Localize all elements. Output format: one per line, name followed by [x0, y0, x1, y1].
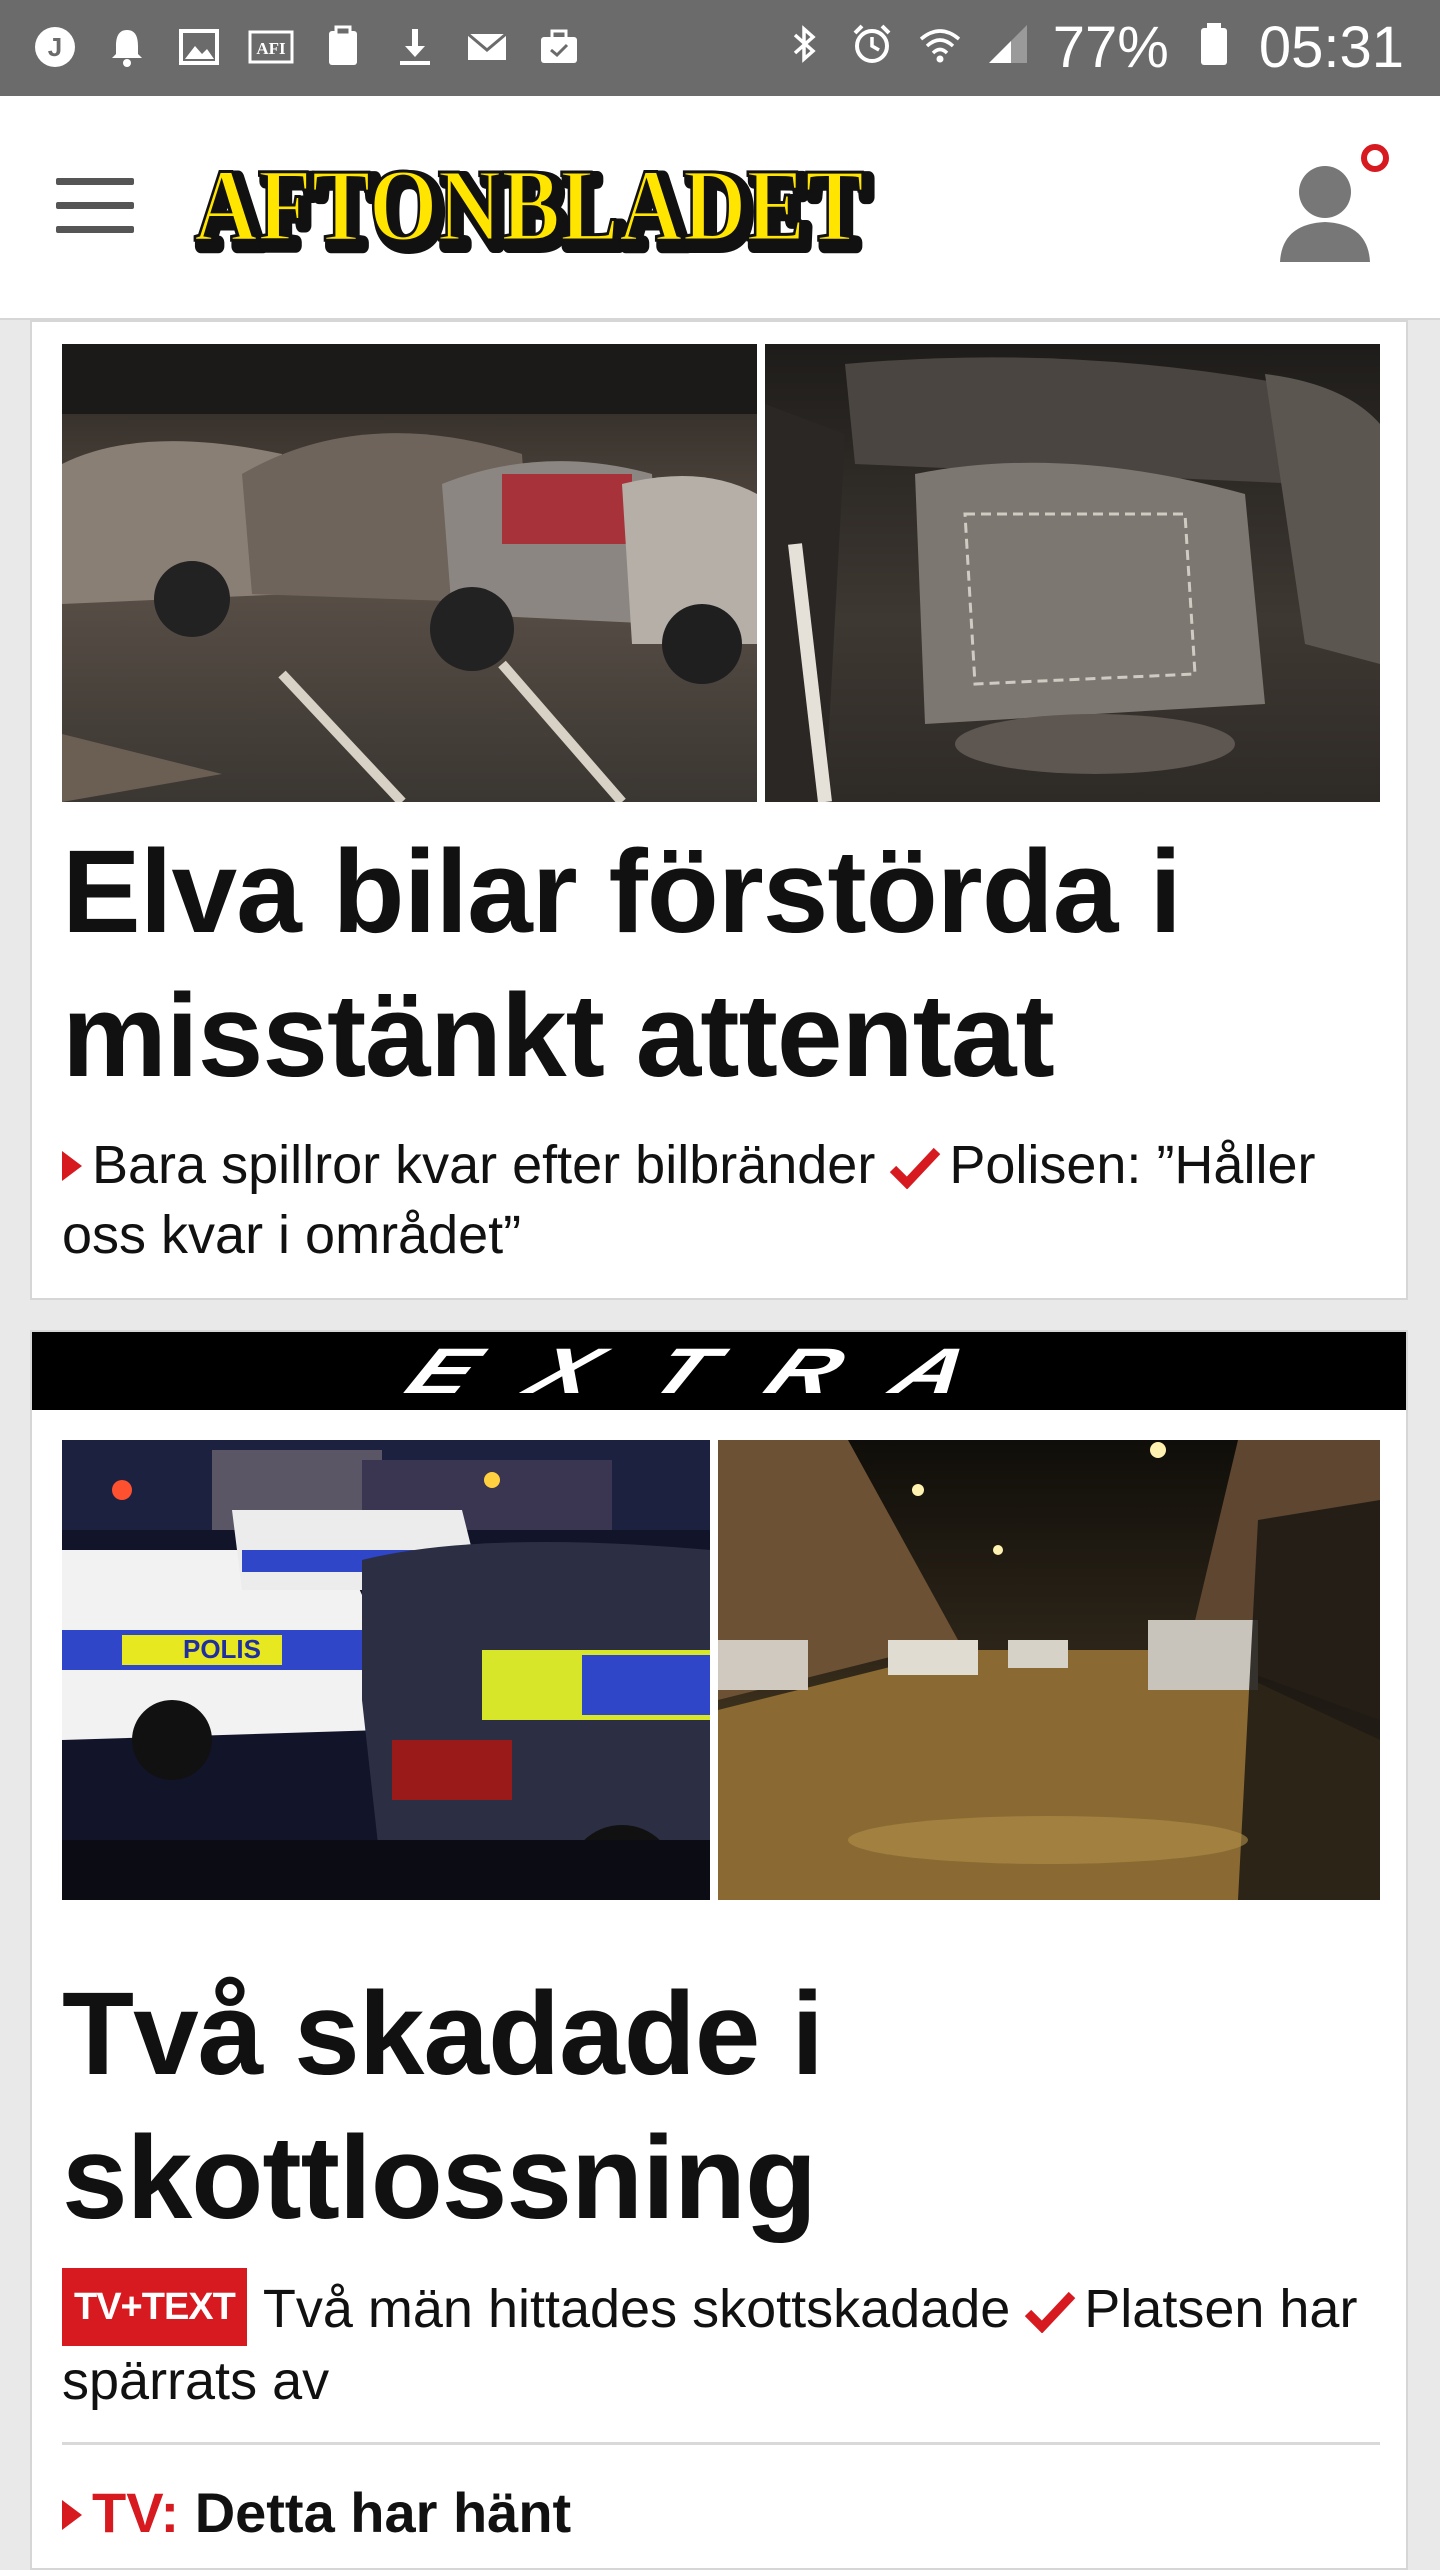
checkmark-icon	[889, 1145, 941, 1189]
burned-cars-photo-left[interactable]	[62, 344, 757, 802]
tv-link[interactable]	[62, 2480, 571, 2545]
download-icon	[390, 22, 440, 72]
battery-icon	[1191, 14, 1237, 81]
article-divider	[62, 2442, 1380, 2445]
svg-text:AFTONBLADET: AFTONBLADET	[200, 154, 870, 268]
svg-text:AFTONBLADET: AFTONBLADET	[194, 148, 864, 263]
article-1-headline[interactable]: Elva bilar förstörda i misstänkt attentat	[62, 826, 1181, 1102]
status-right	[781, 14, 1404, 81]
article-1-images	[62, 344, 1380, 802]
article-2-headline[interactable]: Två skadade i skottlossning	[62, 1968, 823, 2244]
article-2-subtext[interactable]	[62, 2268, 1380, 2416]
clipboard-icon	[318, 22, 368, 72]
tv-label: TV:	[92, 2481, 180, 2544]
article-1-subtext[interactable]	[62, 1130, 1380, 1270]
checkmark-icon	[1024, 2289, 1076, 2333]
notification-dot	[1364, 147, 1386, 169]
afi-icon	[246, 22, 296, 72]
tv-text-badge: TV+TEXT	[62, 2268, 247, 2346]
article-card-1[interactable]	[30, 320, 1408, 1300]
aftonbladet-logo[interactable]	[190, 148, 890, 268]
article-2-images	[62, 1440, 1380, 1900]
play-triangle-icon	[62, 2500, 82, 2530]
status-bar	[0, 0, 1440, 96]
tv-link-text: Detta har hänt	[194, 2481, 572, 2544]
hamburger-icon[interactable]	[56, 178, 134, 234]
extra-banner	[32, 1332, 1406, 1410]
police-cars-photo[interactable]	[62, 1440, 710, 1900]
night-street-photo[interactable]	[718, 1440, 1380, 1900]
user-icon[interactable]	[1270, 144, 1400, 274]
status-left-icons	[30, 22, 584, 72]
article-card-2[interactable]	[30, 1330, 1408, 2570]
app-icon	[30, 22, 80, 72]
signal-icon	[985, 14, 1031, 81]
article-1-sub-1: Bara spillror kvar efter bilbränder	[92, 1135, 876, 1195]
burned-car-photo-right[interactable]	[765, 344, 1380, 802]
clock: 05:31	[1258, 15, 1404, 80]
extra-banner-text: EXTRA	[394, 1334, 1045, 1407]
play-triangle-icon	[62, 1151, 82, 1181]
wifi-icon	[917, 14, 963, 81]
alarm-icon	[849, 14, 895, 81]
app-header	[0, 96, 1440, 320]
briefcase-icon	[534, 22, 584, 72]
article-2-sub-2: Platsen har spärrats av	[62, 2279, 1358, 2411]
svg-text:J: J	[47, 32, 63, 62]
article-2-sub-1: Två män hittades skottskadade	[262, 2279, 1011, 2339]
article-1-sub-2: Polisen: ”Håller oss kvar i området”	[62, 1135, 1316, 1265]
svg-text:AFI: AFI	[256, 39, 286, 58]
svg-text:POLIS: POLIS	[182, 1634, 262, 1664]
image-icon	[174, 22, 224, 72]
bell-icon	[102, 22, 152, 72]
bluetooth-icon	[781, 14, 827, 81]
mail-icon	[462, 22, 512, 72]
battery-percentage: 77%	[1052, 15, 1169, 80]
